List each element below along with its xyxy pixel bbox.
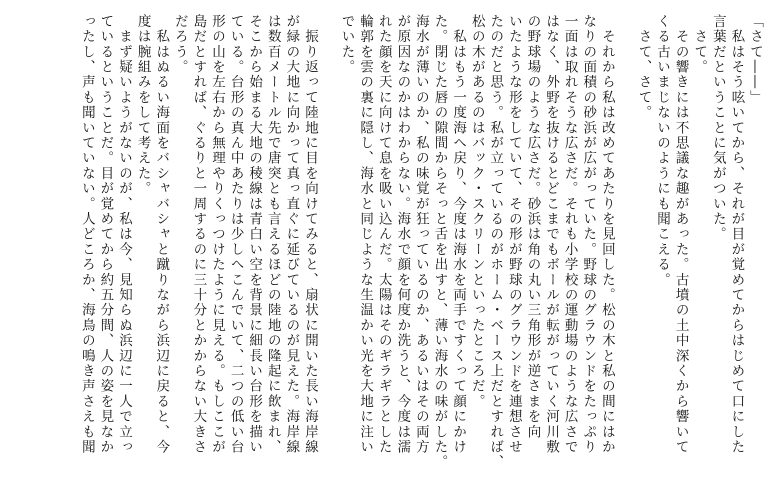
text-line: たのだと思う。私が立っているのがホーム・ベース上だとすれば、 bbox=[487, 14, 504, 470]
text-line: 形の山を左右から無理やりくっつけたように見える。もしここが bbox=[208, 14, 225, 455]
text-line: 海水が薄いのか、私の味覚が狂っているのか、あるいはその両方 bbox=[412, 14, 429, 455]
paragraph-gap bbox=[616, 14, 634, 486]
paragraph-3 bbox=[77, 14, 319, 486]
text-line: の野球場のような広さだ。砂浜は角の丸い三角形が逆さまを向 bbox=[524, 14, 541, 440]
text-line: その響きには不思議な趣があった。古墳の土中深くから響いて bbox=[672, 14, 689, 455]
text-line: 私はもう一度海へ戻り、今度は海水を両手ですくって顔にかけ bbox=[450, 14, 467, 455]
text-line: はなく、外野を抜けるとどこまでもボールが転がっていく河川敷 bbox=[543, 14, 560, 455]
text-line: 言葉だということに気がついた。 bbox=[709, 14, 726, 242]
text-line: ている。台形の真ん中あたりは少しへこんでいて、二つの低い台 bbox=[227, 14, 244, 455]
text-line: 松の木があるのはバック・スクリーンといったところだ。 bbox=[468, 14, 485, 410]
text-line: だろう。 bbox=[171, 14, 188, 75]
text-line: そこから始まる大地の稜線は青白い空を背景に細長い台形を描い bbox=[246, 14, 263, 455]
text-line: が緑の大地に向かって真っ直ぐに延びているのが見えた。海岸線 bbox=[283, 14, 300, 455]
text-line: それから私は改めてあたりを見回した。松の木と私の間にはか bbox=[598, 14, 615, 455]
text-line: は数百メートル先で唐突とも言えるほどの陸地の隆起に飲まれ、 bbox=[264, 14, 281, 455]
text-line: 「さて――」 bbox=[747, 14, 763, 106]
text-line: 島だとすれば、ぐるりと一周するのに三十分とかからない大きさ bbox=[190, 14, 207, 455]
paragraph-gap bbox=[319, 14, 337, 486]
text-line: れた顔を天に向けて息を吸い込んだ。太陽はそのギラギラとした bbox=[375, 14, 392, 455]
text-line: でいた。 bbox=[338, 14, 355, 75]
text-line: た。閉じた唇の隙間からそっと舌を出すと、薄い海水の味がした。 bbox=[431, 14, 448, 470]
text-line: 私はそう呟いてから、それが目が覚めてからはじめて口にした bbox=[728, 14, 745, 455]
paragraph-1 bbox=[634, 14, 764, 486]
text-line: 一面は取れそうな広さだ。それも小学校の運動場のような広さで bbox=[561, 14, 578, 455]
text-line: 振り返って陸地に目を向けてみると、扇状に開いた長い海岸線 bbox=[301, 14, 318, 455]
text-line: なりの面積の砂浜が広がっていた。野球のグラウンドをたっぷり bbox=[580, 14, 597, 455]
text-line: さて。 bbox=[691, 14, 708, 75]
text-line: くる古いまじないのようにも聞こえる。 bbox=[654, 14, 671, 288]
text-line: 輪郭を雲の裏に隠し、海水と同じような生温かい光を大地に注い bbox=[357, 14, 374, 455]
text-line: まず疑いようがないのが、私は今、見知らぬ浜辺に一人で立っ bbox=[116, 14, 132, 455]
text-line: ているということだ。目が覚めてから約五分間、人の姿を見なか bbox=[97, 14, 114, 455]
text-line: ったし、声も聞いていない。人どころか、海鳥の鳴き声さえも聞 bbox=[78, 14, 95, 455]
text-line: いたような形をしていて、その形が野球のグラウンドを連想させ bbox=[505, 14, 522, 455]
text-line: 私はぬるい海面をバシャバシャと蹴りながら浜辺に戻ると、今 bbox=[153, 14, 170, 455]
text-line: 度は腕組みをして考えた。 bbox=[134, 14, 151, 197]
text-line: が原因なのかはわからない。海水で顔を何度か洗うと、今度は濡 bbox=[394, 14, 411, 455]
text-line: さて、さて。 bbox=[635, 14, 652, 121]
paragraph-2 bbox=[337, 14, 616, 486]
